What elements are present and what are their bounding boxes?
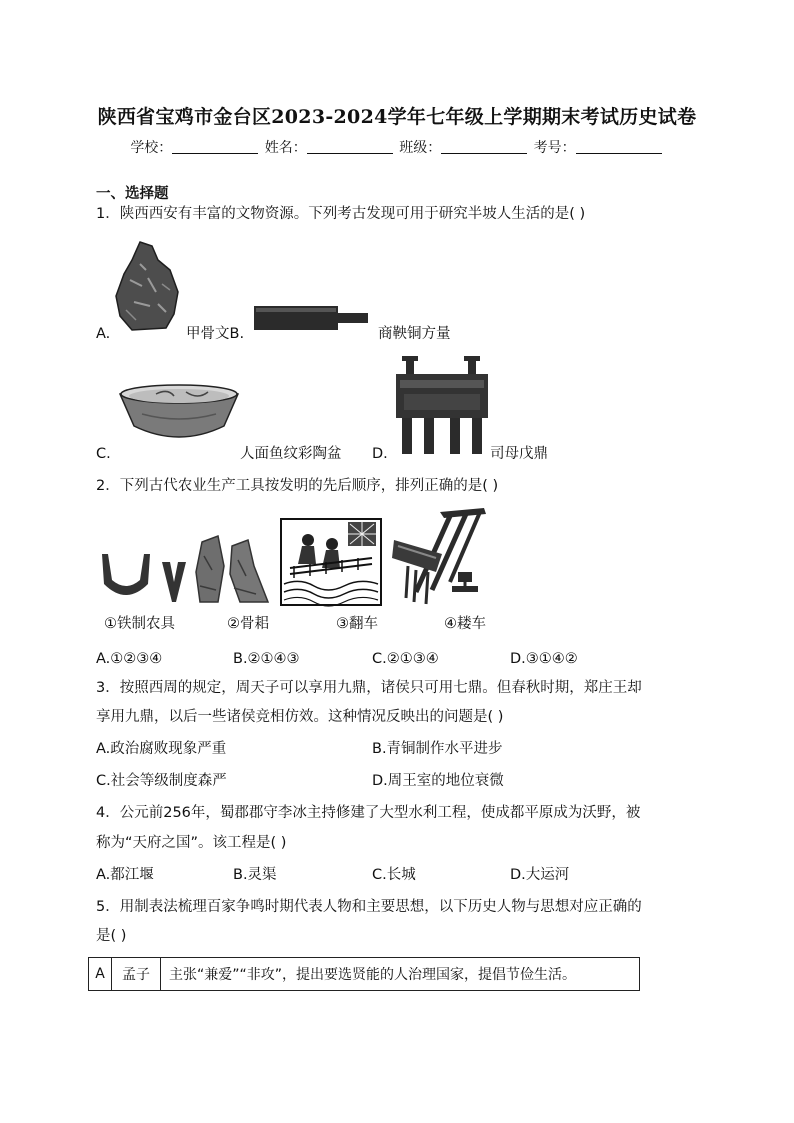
name-blank[interactable] [307, 139, 393, 154]
q2-caption-1: ①铁制农具 [104, 616, 175, 632]
q1-option-d-text[interactable]: 司母戊鼎 [490, 446, 548, 462]
section-heading: 一、选择题 [96, 186, 169, 202]
q3-stem-line1: 3．按照西周的规定，周天子可以享用九鼎，诸侯只可用七鼎。但春秋时期，郑庄王却 [96, 680, 642, 696]
q3-option-d[interactable]: D.周王室的地位衰微 [372, 773, 504, 789]
q1-option-a-text[interactable]: 甲骨文B. [186, 326, 245, 342]
q5-stem-line1: 5．用制表法梳理百家争鸣时期代表人物和主要思想，以下历史人物与思想对应正确的 [96, 899, 642, 915]
q4-option-c[interactable]: C.长城 [372, 867, 416, 883]
bone-si-image-1 [196, 536, 224, 602]
class-blank[interactable] [441, 139, 527, 154]
id-blank[interactable] [576, 139, 662, 154]
q1-option-c-letter[interactable]: C. [96, 446, 111, 462]
q1-option-c-text[interactable]: 人面鱼纹彩陶盆 [240, 446, 342, 462]
q2-caption-2: ②骨耜 [227, 616, 269, 632]
school-label: 学校： [130, 140, 173, 156]
q1-stem: 1．陕西西安有丰富的文物资源。下列考古发现可用于研究半坡人生活的是( ) [96, 206, 586, 222]
q5-row-person: 孟子 [112, 958, 161, 991]
q4-option-b[interactable]: B.灵渠 [233, 867, 277, 883]
id-label: 考号： [533, 140, 576, 156]
q1-option-a-letter[interactable]: A. [96, 326, 111, 342]
q2-option-c[interactable]: C.②①③④ [372, 651, 439, 667]
q3-option-b[interactable]: B.青铜制作水平进步 [372, 741, 503, 757]
name-label: 姓名： [264, 140, 307, 156]
iron-spade-image [162, 562, 186, 602]
q3-stem-line2: 享用九鼎，以后一些诸侯竞相仿效。这种情况反映出的问题是( ) [96, 709, 504, 725]
q2-stem: 2．下列古代农业生产工具按发明的先后顺序，排列正确的是( ) [96, 478, 499, 494]
iron-hoe-image [102, 554, 150, 595]
page-title: 陕西省宝鸡市金台区2023-2024学年七年级上学期期末考试历史试卷 [97, 106, 697, 128]
q1-option-d-letter[interactable]: D. [372, 446, 388, 462]
q4-stem-line1: 4．公元前256年，蜀郡郡守李冰主持修建了大型水利工程，使成都平原成为沃野，被 [96, 805, 641, 821]
q4-stem-line2: 称为“天府之国”。该工程是( ) [96, 835, 287, 851]
q2-option-d[interactable]: D.③①④② [510, 651, 578, 667]
q5-table [88, 957, 640, 991]
table-row [89, 958, 640, 991]
q3-option-a[interactable]: A.政治腐败现象严重 [96, 741, 227, 757]
student-info-line [0, 137, 794, 157]
q2-caption-3: ③翻车 [336, 616, 378, 632]
q5-row-letter: A [89, 958, 112, 991]
q1-option-b-text[interactable]: 商鞅铜方量 [378, 326, 451, 342]
q2-option-b[interactable]: B.②①④③ [233, 651, 300, 667]
class-label: 班级： [399, 140, 442, 156]
louche-image [388, 506, 488, 608]
tools-image-group [100, 536, 276, 610]
q2-caption-4: ④耧车 [444, 616, 486, 632]
q4-option-a[interactable]: A.都江堰 [96, 867, 154, 883]
painted-pottery-basin-image [116, 380, 242, 444]
simuwu-ding-image [394, 356, 490, 460]
bronze-measure-image [252, 304, 372, 334]
q5-row-idea: 主张“兼爱”“非攻”，提出要选贤能的人治理国家，提倡节俭生活。 [161, 958, 640, 991]
q2-option-a[interactable]: A.①②③④ [96, 651, 163, 667]
school-blank[interactable] [172, 139, 258, 154]
oracle-bone-image [112, 240, 184, 332]
fanche-image [280, 518, 382, 606]
q4-option-d[interactable]: D.大运河 [510, 867, 570, 883]
q3-option-c[interactable]: C.社会等级制度森严 [96, 773, 227, 789]
q5-stem-line2: 是( ) [96, 928, 127, 944]
